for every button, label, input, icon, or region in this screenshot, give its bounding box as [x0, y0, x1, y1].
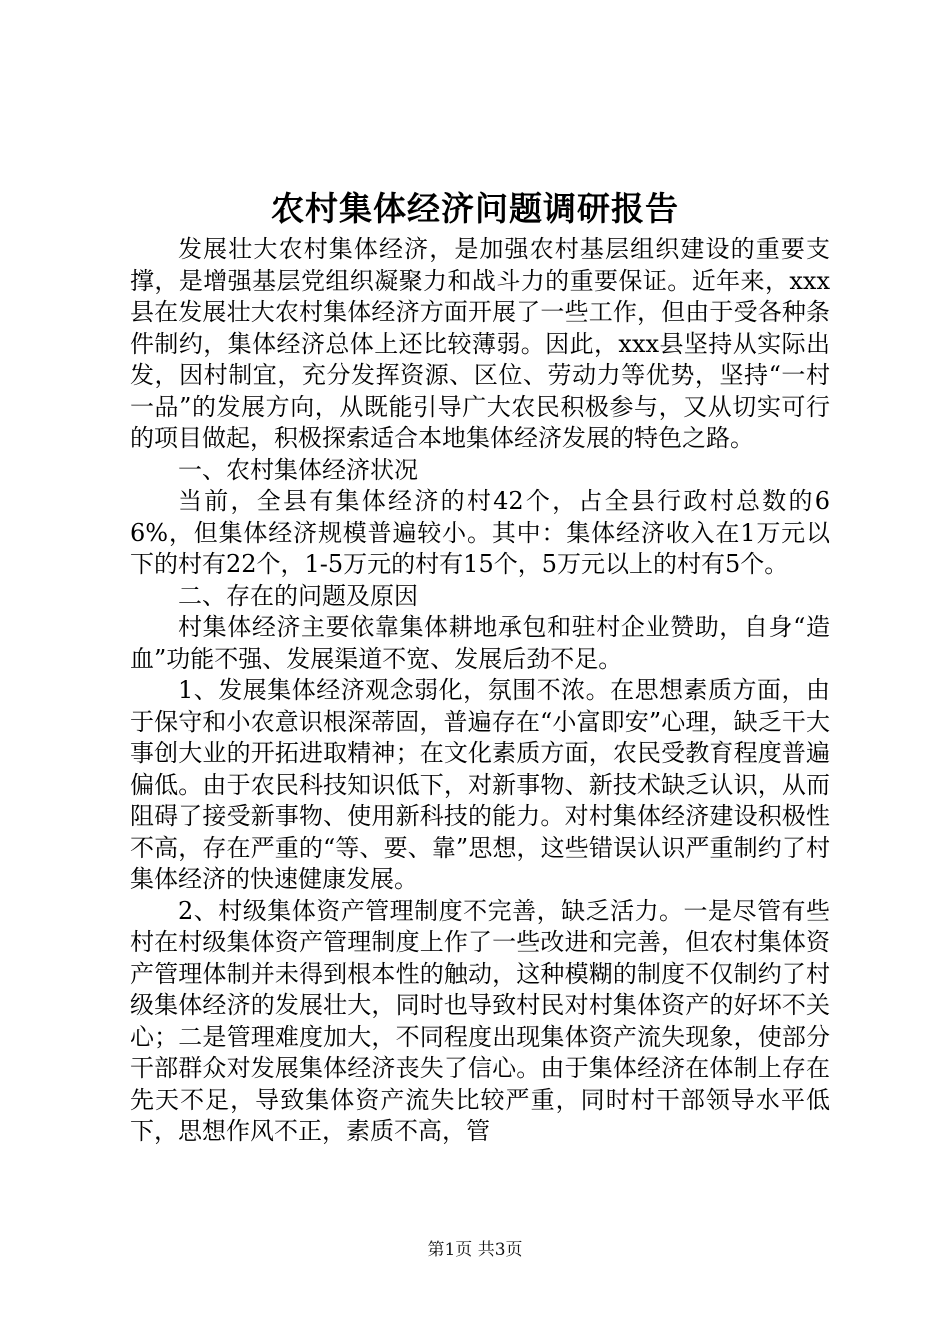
- status-paragraph: 当前，全县有集体经济的村42个，占全县行政村总数的66%，但集体经济规模普遍较小。其中：集体经济收入在1万元以下的村有22个，1-5万元的村有15个，5万元以上的村有5个。: [130, 487, 830, 578]
- problems-intro-paragraph: 村集体经济主要依靠集体耕地承包和驻村企业赞助，自身“造血”功能不强、发展渠道不宽、发展后劲不足。: [130, 613, 830, 673]
- document-body: [130, 234, 830, 1148]
- section-heading-status: 一、农村集体经济状况: [178, 455, 418, 484]
- intro-paragraph: 发展壮大农村集体经济，是加强农村基层组织建设的重要支撑，是增强基层党组织凝聚力和战斗力的重要保证。近年来，xxx县在发展壮大农村集体经济方面开展了一些工作，但由于受各种条件制约，集体经济总体上还比较薄弱。因此，xxx县坚持从实际出发，因村制宜，充分发挥资源、区位、劳动力等优势，坚持“一村一品”的发展方向，从既能引导广大农民积极参与，又从切实可行的项目做起，积极探索适合本地集体经济发展的特色之路。: [130, 235, 830, 452]
- problem-2-paragraph: 2、村级集体资产管理制度不完善，缺乏活力。一是尽管有些村在村级集体资产管理制度上作了一些改进和完善，但农村集体资产管理体制并未得到根本性的触动，这种模糊的制度不仅制约了村级集体经济的发展壮大，同时也导致村民对村集体资产的好坏不关心；二是管理难度加大，不同程度出现集体资产流失现象，使部分干部群众对发展集体经济丧失了信心。由于集体经济在体制上存在先天不足，导致集体资产流失比较严重，同时村干部领导水平低下，思想作风不正，素质不高，管: [130, 896, 830, 1145]
- section-heading-problems: 二、存在的问题及原因: [178, 581, 418, 610]
- page-number-footer: 第1页 共3页: [427, 1240, 523, 1260]
- document-title: 农村集体经济问题调研报告: [271, 189, 679, 228]
- problem-1-paragraph: 1、发展集体经济观念弱化，氛围不浓。在思想素质方面，由于保守和小农意识根深蒂固，普遍存在“小富即安”心理，缺乏干大事创大业的开拓进取精神；在文化素质方面，农民受教育程度普遍偏低。由于农民科技知识低下，对新事物、新技术缺乏认识，从而阻碍了接受新事物、使用新科技的能力。对村集体经济建设积极性不高，存在严重的“等、要、靠”思想，这些错误认识严重制约了村集体经济的快速健康发展。: [130, 676, 830, 893]
